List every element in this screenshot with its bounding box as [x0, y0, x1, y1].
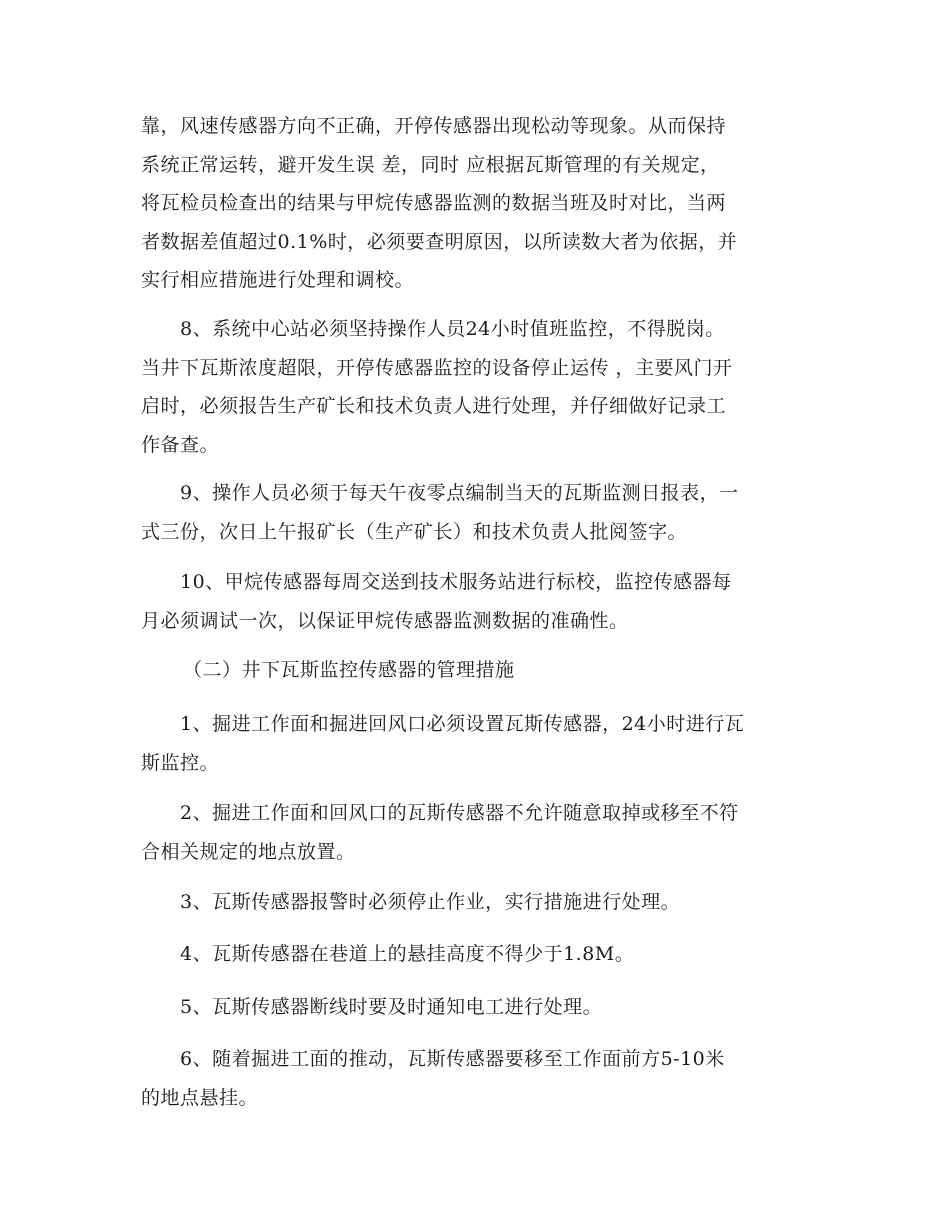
- text-line: 9、操作人员必须于每天午夜零点编制当天的瓦斯监测日报表，一: [180, 482, 739, 504]
- paragraph-item-4: [141, 935, 811, 974]
- text-line: 将瓦检员检查出的结果与甲烷传感器监测的数据当班及时对比，当两: [141, 192, 727, 214]
- text-line: 5、瓦斯传感器断线时要及时通知电工进行处理。: [180, 996, 603, 1018]
- paragraph-item-1: [141, 705, 811, 782]
- paragraph-item-2: [141, 794, 811, 871]
- text-line: 的地点悬挂。: [141, 1086, 259, 1109]
- text-line: 者数据差值超过0.1%时，必须要查明原因，以所读数大者为依据，并: [141, 230, 738, 253]
- text-line: 1、掘进工作面和掘进回风口必须设置瓦斯传感器，24小时进行瓦: [180, 713, 745, 735]
- paragraph-item-8: [141, 310, 811, 464]
- paragraph-item-3: [141, 883, 811, 922]
- text-line: 作备查。: [141, 433, 220, 456]
- text-line: 10、甲烷传感器每周交送到技术服务站进行标校，监控传感器每: [180, 571, 732, 593]
- text-line: 斯监控。: [141, 751, 220, 774]
- text-line: 6、随着掘进工面的推动，瓦斯传感器要移至工作面前方5-10米: [180, 1048, 725, 1070]
- text-line: 系统正常运转，避开发生误 差，同时 应根据瓦斯管理的有关规定，: [141, 153, 720, 176]
- paragraph-item-9: [141, 474, 811, 551]
- paragraph-item-6: [141, 1040, 811, 1117]
- text-line: 当井下瓦斯浓度超限，开停传感器监控的设备停止运传 ，主要风门开: [141, 356, 733, 379]
- paragraph-item-10: [141, 563, 811, 640]
- text-line: 靠，风速传感器方向不正确，开停传感器出现松动等现象。从而保持: [141, 115, 727, 137]
- text-line: 月必须调试一次，以保证甲烷传感器监测数据的准确性。: [141, 609, 629, 632]
- text-line: 8、系统中心站必须坚持操作人员24小时值班监控，不得脱岗。: [180, 318, 725, 340]
- paragraph-sensor-calibration: [141, 107, 811, 300]
- text-line: 实行相应措施进行处理和调校。: [141, 269, 415, 291]
- text-line: 3、瓦斯传感器报警时必须停止作业，实行措施进行处理。: [180, 891, 681, 913]
- section-heading: （二）井下瓦斯监控传感器的管理措施: [183, 659, 515, 681]
- text-line: 2、掘进工作面和回风口的瓦斯传感器不允许随意取掉或移至不符: [180, 802, 739, 824]
- text-line: 启时，必须报告生产矿长和技术负责人进行处理，并仔细做好记录工: [141, 395, 727, 417]
- paragraph-item-5: [141, 988, 811, 1027]
- text-line: 4、瓦斯传感器在巷道上的悬挂高度不得少于1.8M。: [180, 943, 635, 965]
- text-line: 式三份，次日上午报矿长（生产矿长）和技术负责人批阅签字。: [141, 520, 688, 543]
- text-line: 合相关规定的地点放置。: [141, 840, 356, 863]
